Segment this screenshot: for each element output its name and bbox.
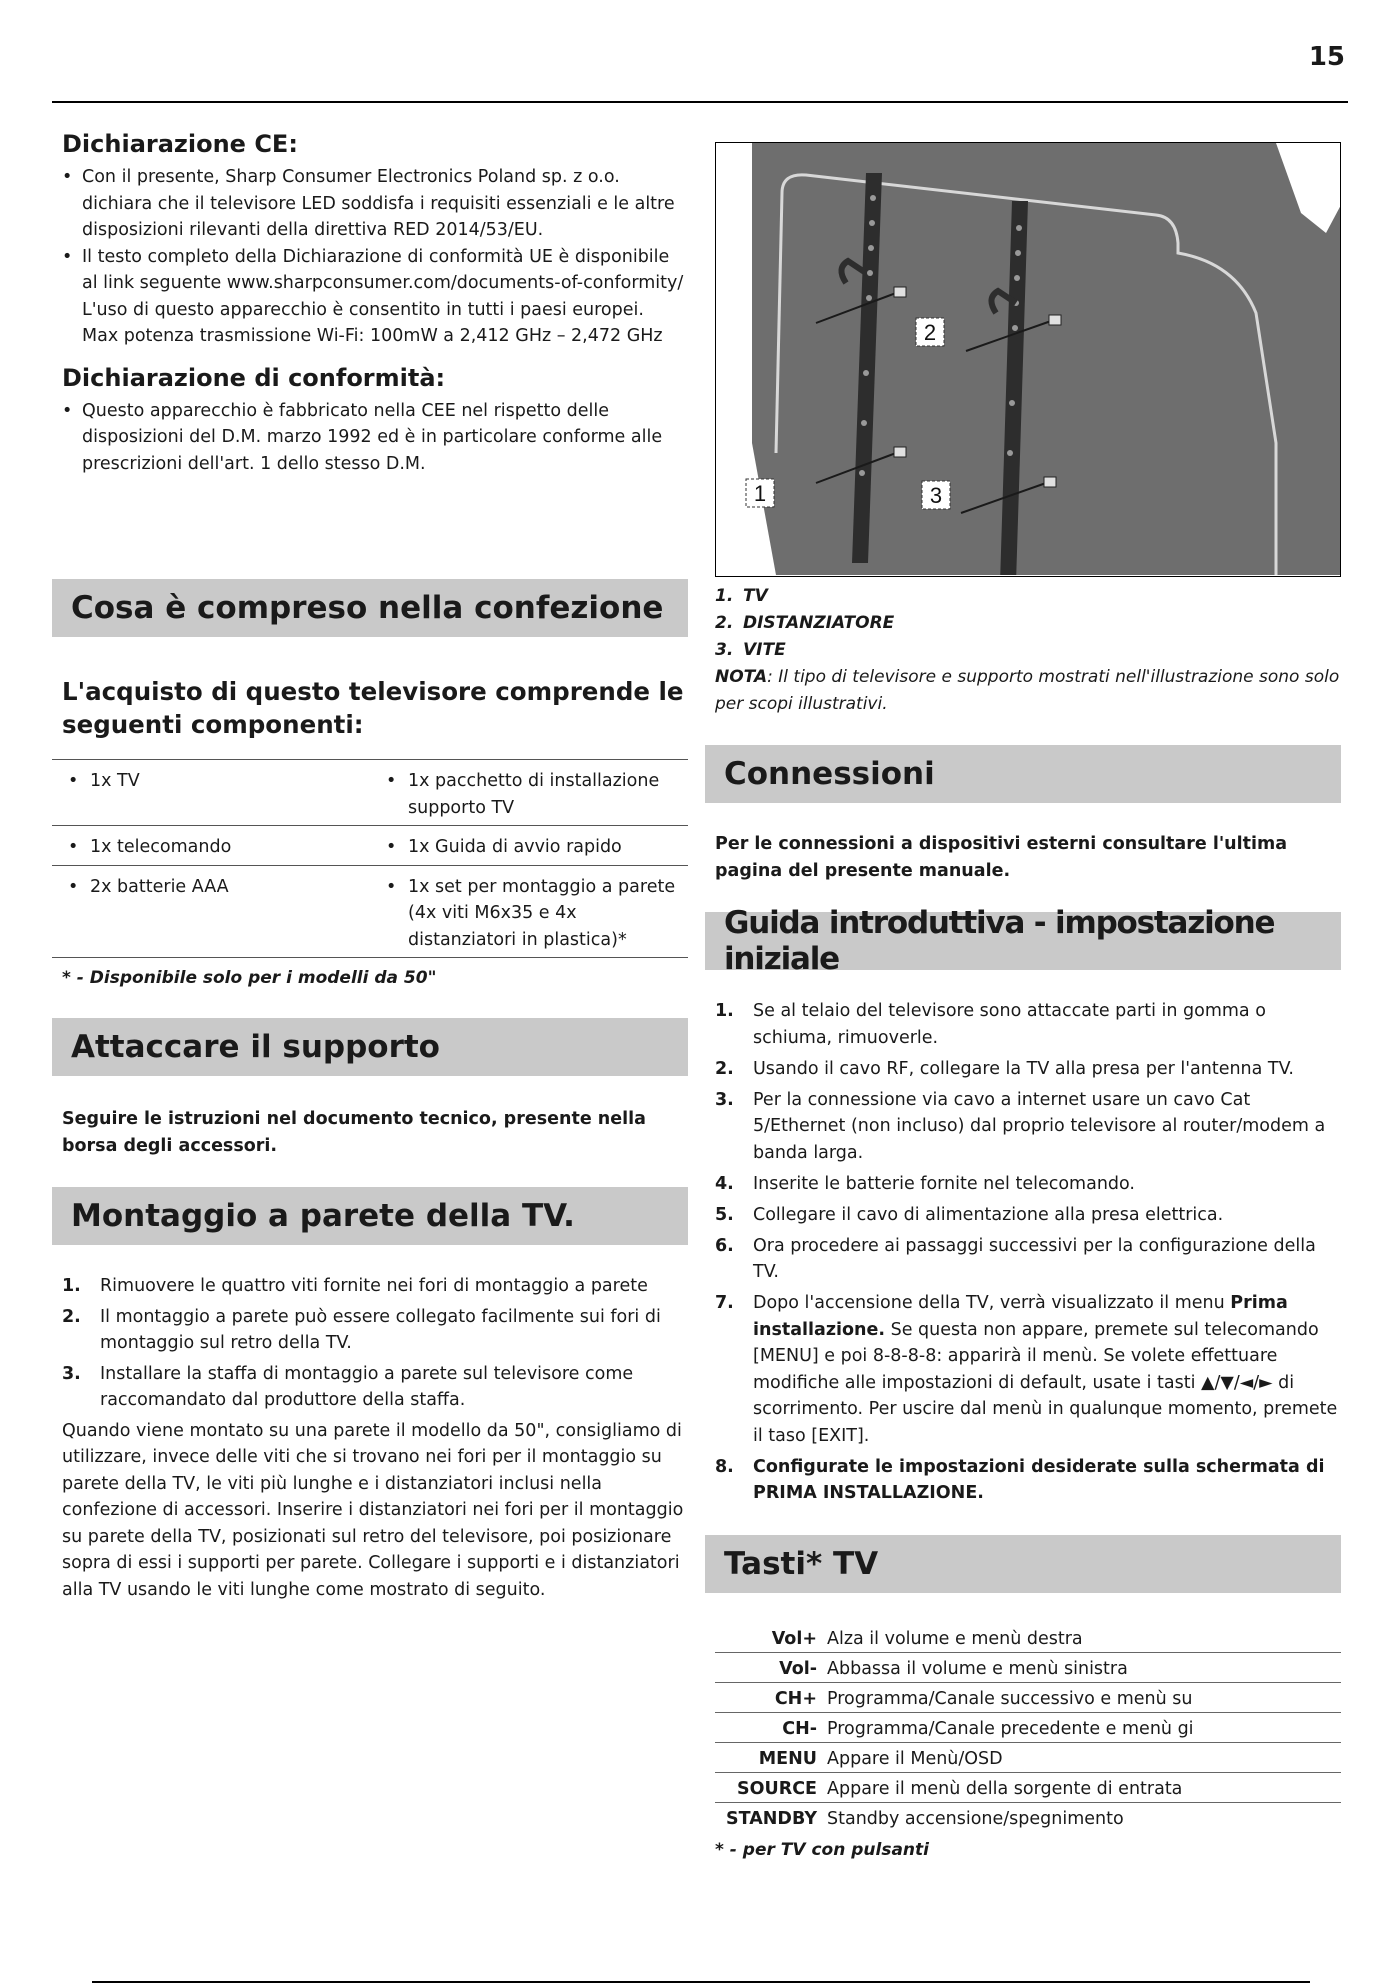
- right-column: [715, 142, 1341, 1860]
- list-item: [715, 1202, 1341, 1229]
- caption-item: [715, 637, 1341, 664]
- step-number: 8.: [715, 1456, 734, 1477]
- package-item: 1x TV: [90, 771, 140, 791]
- caption-number: 2.: [715, 613, 734, 633]
- connections-heading: Connessioni: [705, 745, 1341, 803]
- keys-footnote: * - per TV con pulsanti: [715, 1839, 929, 1860]
- tv-bracket-illustration: [716, 143, 1341, 575]
- caption-number: 3.: [715, 640, 734, 660]
- left-column: [52, 122, 688, 1603]
- caption-text: DISTANZIATORE: [743, 613, 895, 633]
- table-row: [715, 1802, 1341, 1832]
- list-item: • Questo apparecchio è fabbricato nella CEE nel rispetto delle disposizioni del D.M. marzo 1992 ed è in particolare conforme alle prescrizioni dell'art. 1 dello stesso D.M.: [62, 398, 688, 478]
- bullet: •: [68, 837, 79, 857]
- note-label: NOTA: [715, 667, 768, 687]
- caption-text: VITE: [743, 640, 786, 660]
- page-number: 15: [1308, 42, 1345, 72]
- wall-paragraph: Quando viene montato su una parete il modello da 50", consigliamo di utilizzare, invece delle viti che si trovano nei fori per il montaggio su parete della TV, le viti più lunghe e i distanziatori inclusi nella confezione di accessori. Inserire i distanziatori nei fori per il montaggio su parete della TV, posizionati sul retro del televisore, poi posizionare sopra di essi i supporti per parete. Collegare i supporti e i distanziatori alla TV usando le viti lunghe come mostrato di seguito.: [62, 1420, 684, 1600]
- step-number: 4.: [715, 1173, 734, 1194]
- conformity-list: [62, 398, 688, 478]
- svg-text:3: 3: [929, 483, 943, 508]
- key-name: Vol+: [715, 1623, 827, 1653]
- list-item: • Con il presente, Sharp Consumer Electronics Poland sp. z o.o. dichiara che il televisore LED soddisfa i requisiti essenziali e le altre disposizioni rilevanti della direttiva RED 2014/53/EU.: [62, 164, 688, 244]
- list-item: [715, 1056, 1341, 1083]
- ce-title: Dichiarazione CE:: [62, 130, 298, 158]
- key-desc: Programma/Canale precedente e menù gi: [827, 1712, 1341, 1742]
- step-text: Inserite le batterie fornite nel telecomando.: [753, 1173, 1135, 1194]
- step-number: 6.: [715, 1235, 734, 1256]
- key-desc: Appare il menù della sorgente di entrata: [827, 1772, 1341, 1802]
- package-subtitle: L'acquisto di questo televisore comprende le seguenti componenti:: [62, 677, 684, 739]
- bullet: •: [68, 876, 79, 897]
- tv-back-panel: [752, 143, 1341, 575]
- key-desc: Standby accensione/spegnimento: [827, 1808, 1124, 1829]
- bullet: •: [386, 837, 397, 857]
- step-text: Se al telaio del televisore sono attaccate parti in gomma o schiuma, rimuoverle.: [753, 1001, 1266, 1048]
- step7-text-b: Se questa non appare, premete sul telecomando [MENU] e poi 8-8-8-8: apparirà il menù. Se volete effettuare modifiche alle impostazioni di default, usate i tasti ▲/▼/◄/► di scorrimento. Per uscire dal menù in qualunque momento, premete il taso [EXIT].: [753, 1319, 1338, 1446]
- wall-heading: Montaggio a parete della TV.: [52, 1187, 688, 1245]
- package-item: 1x set per montaggio a parete (4x viti M6x35 e 4x distanziatori in plastica)*: [408, 876, 676, 950]
- conformity-title: Dichiarazione di conformità:: [62, 363, 446, 392]
- step-text: Il montaggio a parete può essere collegato facilmente sui fori di montaggio sul retro della TV.: [100, 1306, 661, 1353]
- list-item: [62, 1361, 688, 1414]
- ce-list: [62, 164, 688, 297]
- step-number: 7.: [715, 1293, 734, 1313]
- package-item: 1x Guida di avvio rapido: [408, 837, 622, 857]
- table-row: [52, 865, 688, 958]
- keys-table: [715, 1623, 1341, 1832]
- stand-text: Seguire le istruzioni nel documento tecnico, presente nella borsa degli accessori.: [62, 1109, 646, 1156]
- key-name: Vol-: [715, 1652, 827, 1682]
- ce-extra-line: L'uso di questo apparecchio è consentito in tutti i paesi europei.: [82, 299, 644, 320]
- step-text: Usando il cavo RF, collegare la TV alla presa per l'antenna TV.: [753, 1058, 1294, 1079]
- key-name: CH+: [715, 1682, 827, 1712]
- step-text: [753, 1290, 1341, 1449]
- list-item: • Il testo completo della Dichiarazione di conformità UE è disponibile al link seguente www.sharpconsumer.com/documents-of-conformity/: [62, 244, 688, 297]
- caption-text: TV: [743, 586, 768, 606]
- step-number: 2.: [715, 1058, 734, 1079]
- step-number: 3.: [62, 1363, 81, 1384]
- list-item: [715, 1233, 1341, 1286]
- step-number: 1.: [62, 1276, 81, 1296]
- keys-heading: Tasti* TV: [705, 1535, 1341, 1593]
- bullet: •: [386, 876, 397, 897]
- bullet: •: [68, 771, 79, 791]
- stand-heading: Attaccare il supporto: [52, 1018, 688, 1076]
- step-text: Configurate le impostazioni desiderate sulla schermata di PRIMA INSTALLAZIONE.: [753, 1456, 1325, 1503]
- table-row: [52, 826, 688, 866]
- list-item: [715, 1290, 1341, 1449]
- step-text: Per la connessione via cavo a internet usare un cavo Cat 5/Ethernet (non incluso) dal proprio televisore al router/modem a banda larga.: [753, 1089, 1326, 1163]
- caption-item: [715, 583, 1341, 610]
- header-rule: [52, 101, 1348, 103]
- key-desc: Appare il Menù/OSD: [827, 1742, 1341, 1772]
- key-name: MENU: [715, 1742, 827, 1772]
- key-name: CH-: [715, 1712, 827, 1742]
- list-item: [62, 1273, 688, 1300]
- guide-steps: [715, 998, 1341, 1507]
- figure-note: [715, 664, 1341, 718]
- table-row: [715, 1682, 1341, 1712]
- table-row: [715, 1623, 1341, 1653]
- figure-captions: [715, 583, 1341, 718]
- ce-extra-line: Max potenza trasmissione Wi-Fi: 100mW a 2,412 GHz – 2,472 GHz: [82, 326, 663, 346]
- table-row: [715, 1652, 1341, 1682]
- step-text: Ora procedere ai passaggi successivi per la configurazione della TV.: [753, 1235, 1316, 1282]
- step-number: 3.: [715, 1089, 734, 1110]
- package-table: [52, 759, 688, 958]
- list-item: [715, 1454, 1341, 1507]
- step-number: 1.: [715, 1001, 734, 1021]
- bullet: •: [386, 771, 397, 791]
- step-text: Rimuovere le quattro viti fornite nei fori di montaggio a parete: [100, 1276, 648, 1296]
- table-row: [52, 760, 688, 826]
- wall-steps: [62, 1273, 688, 1414]
- package-item: 1x telecomando: [90, 837, 232, 857]
- key-name: SOURCE: [715, 1772, 827, 1802]
- list-item: [715, 1087, 1341, 1167]
- guide-heading: Guida introduttiva - impostazione iniziale: [705, 912, 1341, 970]
- callout-2: [916, 318, 944, 346]
- wall-mount-figure: [715, 142, 1341, 577]
- step-number: 5.: [715, 1204, 734, 1225]
- key-name: STANDBY: [726, 1808, 817, 1829]
- footer-rule: [92, 1981, 1310, 1983]
- svg-text:1: 1: [753, 481, 767, 506]
- step-text: Collegare il cavo di alimentazione alla presa elettrica.: [753, 1204, 1224, 1225]
- list-item: [715, 998, 1341, 1051]
- list-item: [62, 1304, 688, 1357]
- key-desc: Alza il volume e menù destra: [827, 1623, 1341, 1653]
- list-item: [715, 1171, 1341, 1198]
- package-footnote: * - Disponibile solo per i modelli da 50": [62, 968, 437, 988]
- package-heading: Cosa è compreso nella confezione: [52, 579, 688, 637]
- caption-number: 1.: [715, 586, 734, 606]
- step-text: Installare la staffa di montaggio a parete sul televisore come raccomandato dal produttore della staffa.: [100, 1363, 634, 1410]
- key-desc: Programma/Canale successivo e menù su: [827, 1682, 1341, 1712]
- table-row: [715, 1772, 1341, 1802]
- step7-bold: Prima installazione.: [753, 1293, 1288, 1340]
- callout-1: [746, 479, 774, 507]
- table-row: [715, 1742, 1341, 1772]
- callout-3: [922, 481, 950, 509]
- svg-text:2: 2: [923, 320, 937, 345]
- package-item: 1x pacchetto di installazione supporto TV: [408, 771, 660, 818]
- note-text: : Il tipo di televisore e supporto mostrati nell'illustrazione sono solo per scopi illustrativi.: [715, 667, 1340, 714]
- key-desc: Abbassa il volume e menù sinistra: [827, 1652, 1341, 1682]
- connections-text: Per le connessioni a dispositivi esterni consultare l'ultima pagina del presente manuale.: [715, 834, 1288, 881]
- caption-item: [715, 610, 1341, 637]
- step-number: 2.: [62, 1306, 81, 1327]
- step7-text-a: Dopo l'accensione della TV, verrà visualizzato il menu: [753, 1293, 1231, 1313]
- package-item: 2x batterie AAA: [90, 876, 229, 897]
- table-row: [715, 1712, 1341, 1742]
